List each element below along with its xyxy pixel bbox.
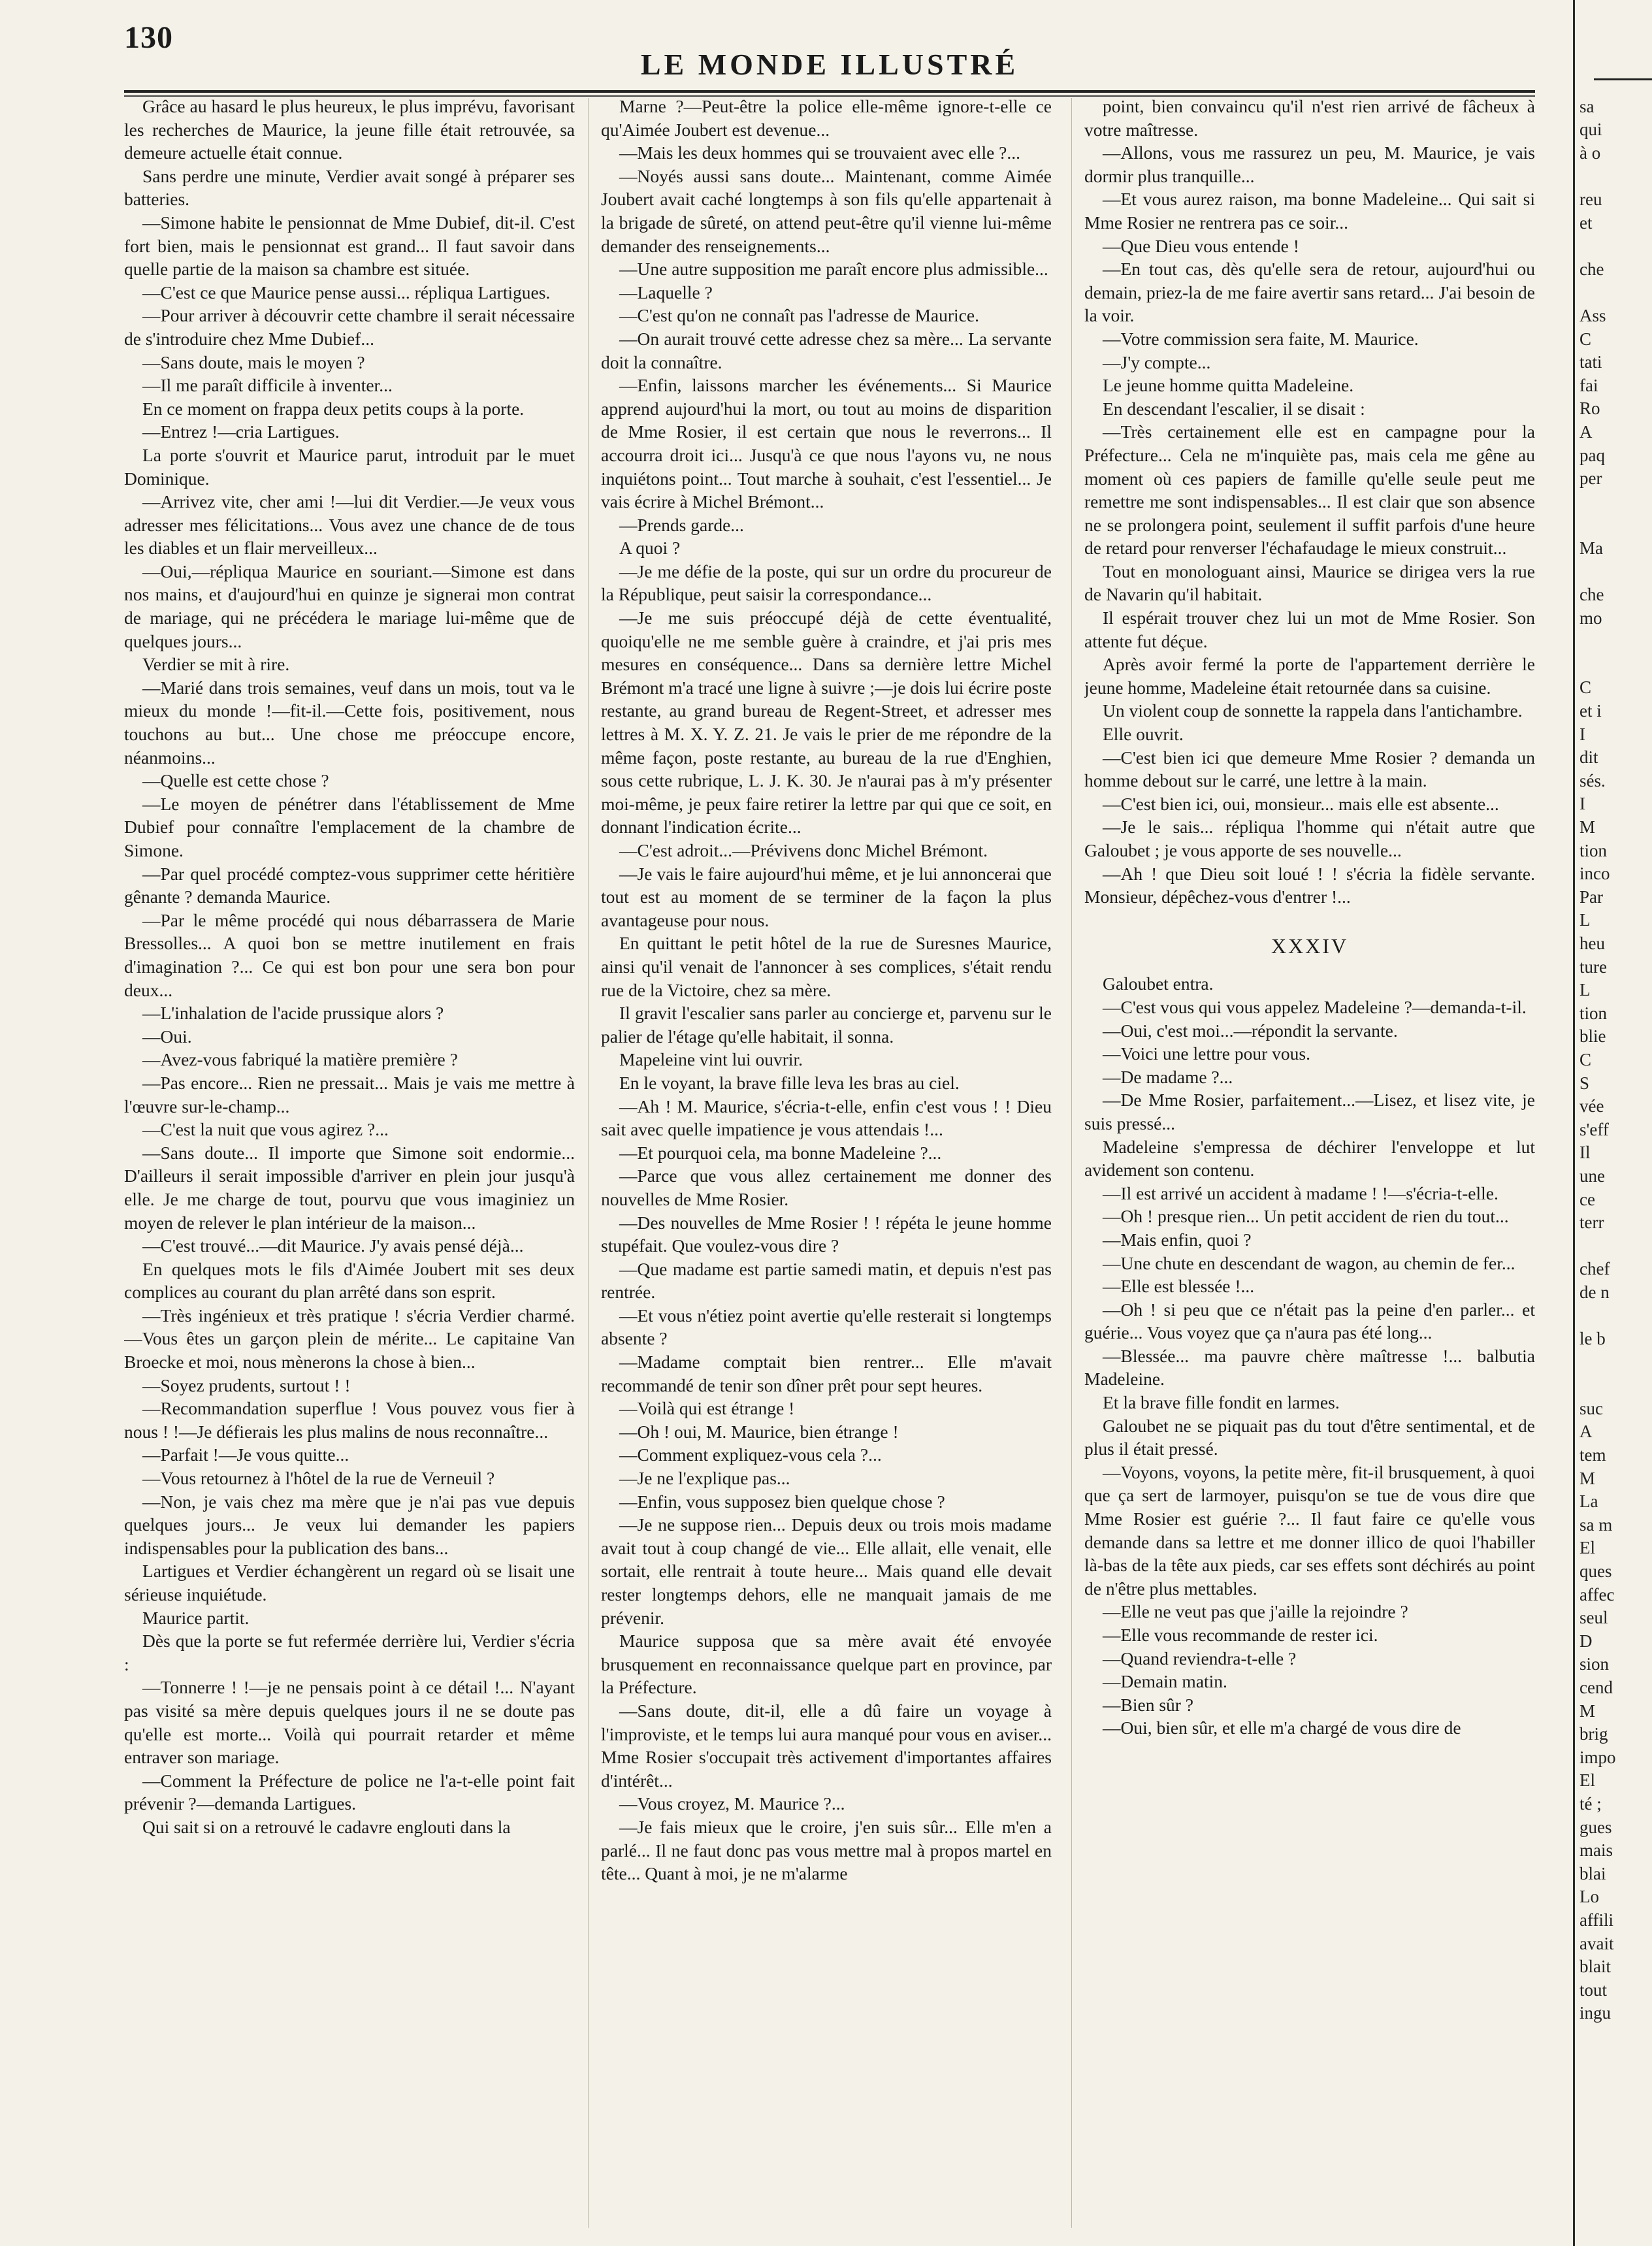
paragraph: Galoubet ne se piquait pas du tout d'être sentimental, et de plus il était pressé.: [1084, 1415, 1535, 1459]
next-page-line: s'eff: [1579, 1119, 1609, 1139]
next-page-line: C: [1579, 1049, 1592, 1069]
next-page-line: A: [1579, 421, 1593, 442]
next-page-line: tout: [1579, 1979, 1608, 2000]
paragraph: —Oui, c'est moi...—répondit la servante.: [1103, 1020, 1398, 1041]
paragraph: —Elle ne veut pas que j'aille la rejoindre ?: [1103, 1601, 1408, 1622]
text-column-1: [124, 95, 575, 2231]
paragraph: En quittant le petit hôtel de la rue de Suresnes Maurice, ainsi qu'il venait de l'annoncer à ses complices, s'était rendu rue de la Victoire, chez sa mère.: [601, 933, 1052, 1000]
next-page-line: affili: [1579, 1910, 1613, 1930]
paragraph: Mapeleine vint lui ouvrir.: [619, 1049, 803, 1070]
paragraph: —Arrivez vite, cher ami !—lui dit Verdier.—Je veux vous adresser mes félicitations... Vous avez une chance de de tous les diables et un flair merveilleux...: [124, 491, 575, 559]
paragraph: —L'inhalation de l'acide prussique alors ?: [142, 1003, 444, 1024]
paragraph: Maurice supposa que sa mère avait été envoyée brusquement en reconnaissance quelque part en province, par la Préfecture.: [601, 1631, 1052, 1698]
paragraph: Il gravit l'escalier sans parler au concierge et, parvenu sur le palier de l'étage qu'elle habitait, il sonna.: [601, 1003, 1052, 1047]
next-page-line: sa m: [1579, 1514, 1613, 1535]
next-page-line: S: [1579, 1073, 1590, 1093]
paragraph: —Que madame est partie samedi matin, et depuis n'est pas rentrée.: [601, 1258, 1052, 1303]
paragraph: —Mais enfin, quoi ?: [1103, 1229, 1252, 1250]
paragraph: —Blessée... ma pauvre chère maîtresse !... balbutia Madeleine.: [1084, 1345, 1535, 1390]
next-page-line: C: [1579, 329, 1592, 349]
paragraph: Sans perdre une minute, Verdier avait songé à préparer ses batteries.: [124, 165, 575, 210]
next-page-line: Ma: [1579, 538, 1603, 558]
paragraph: Verdier se mit à rire.: [142, 654, 290, 675]
next-page-line: le b: [1579, 1329, 1606, 1349]
paragraph: —Je ne suppose rien... Depuis deux ou trois mois madame avait tout à coup changé de vie... Elle allait, elle venait, elle sortait, elle rentrait à toute heure... Mais quand elle devait rester longtemps dehors, elle ne manquait jamais de me prévenir.: [601, 1514, 1052, 1628]
paragraph: —Demain matin.: [1103, 1671, 1227, 1692]
page-gutter: [1573, 0, 1575, 2246]
next-page-line: [1579, 281, 1652, 304]
paragraph: Marne ?—Peut-être la police elle-même ignore-t-elle ce qu'Aimée Joubert est devenue...: [601, 96, 1052, 140]
next-page-line: M: [1579, 817, 1596, 837]
paragraph: Galoubet entra.: [1103, 973, 1214, 994]
paragraph: En quelques mots le fils d'Aimée Joubert mit ses deux complices au courant du plan arrêté dans son esprit.: [124, 1258, 575, 1303]
paragraph: —Ah ! que Dieu soit loué ! ! s'écria la fidèle servante. Monsieur, dépêchez-vous d'entrer !...: [1084, 863, 1535, 907]
paragraph: —Parfait !—Je vous quitte...: [142, 1444, 349, 1465]
next-page-line: avait: [1579, 1933, 1614, 1953]
next-page-line: tion: [1579, 840, 1608, 860]
next-page-line: tati: [1579, 352, 1602, 372]
next-page-line: une: [1579, 1165, 1605, 1186]
paragraph: —C'est bien ici que demeure Mme Rosier ? demanda un homme debout sur le carré, une lettre à la main.: [1084, 747, 1535, 791]
paragraph: —Pour arriver à découvrir cette chambre il serait nécessaire de s'introduire chez Mme Dubief...: [124, 305, 575, 349]
paragraph: —Et vous n'étiez point avertie qu'elle resterait si longtemps absente ?: [601, 1305, 1052, 1349]
paragraph: —Par quel procédé comptez-vous supprimer cette héritière gênante ? demanda Maurice.: [124, 863, 575, 907]
next-page-line: et i: [1579, 701, 1602, 721]
next-page-line: M: [1579, 1701, 1596, 1721]
next-page-line: Ro: [1579, 399, 1600, 419]
text-column-3: [1084, 95, 1535, 2231]
paragraph: —Enfin, vous supposez bien quelque chose ?: [619, 1491, 945, 1512]
next-page-line: terr: [1579, 1213, 1604, 1233]
paragraph: —Le moyen de pénétrer dans l'établissement de Mme Dubief pour connaître l'emplacement de la chambre de Simone.: [124, 793, 575, 860]
page-header: [124, 20, 1535, 91]
paragraph: —Je vais le faire aujourd'hui même, et je lui annoncerai que tout est au moment de se terminer de la façon la plus avantageuse pour nous.: [601, 863, 1052, 930]
paragraph: —Prends garde...: [619, 514, 744, 535]
next-page-line: El: [1579, 1538, 1595, 1558]
paragraph: —Ah ! M. Maurice, s'écria-t-elle, enfin c'est vous ! ! Dieu sait avec quelle impatience je vous attendais !...: [601, 1096, 1052, 1140]
paragraph: —Oh ! oui, M. Maurice, bien étrange !: [619, 1421, 899, 1442]
paragraph: Après avoir fermé la porte de l'appartement derrière le jeune homme, Madeleine était retournée dans sa cuisine.: [1084, 654, 1535, 698]
next-page-line: mo: [1579, 608, 1602, 628]
next-page-line: [1579, 1235, 1652, 1258]
paragraph: —Que Dieu vous entende !: [1103, 235, 1299, 256]
paragraph: —Oui,—répliqua Maurice en souriant.—Simone est dans nos mains, et d'aujourd'hui en quinze je signerai mon contrat de mariage, qui ne précédera le mariage lui-même que de quelques jours...: [124, 561, 575, 651]
paragraph: —C'est vous qui vous appelez Madeleine ?—demanda-t-il.: [1103, 996, 1527, 1017]
paragraph: —Il me paraît difficile à inventer...: [142, 375, 393, 396]
paragraph: —Avez-vous fabriqué la matière première ?: [142, 1049, 458, 1070]
next-page-line: El: [1579, 1770, 1595, 1791]
page-number: 130: [124, 20, 173, 55]
paragraph: —Non, je vais chez ma mère que je n'ai pas vue depuis quelques jours... Je veux lui demander les papiers indispensables pour la publication des bans...: [124, 1491, 575, 1558]
paragraph: —Et vous aurez raison, ma bonne Madeleine... Qui sait si Mme Rosier ne rentrera pas ce soir...: [1084, 189, 1535, 233]
paragraph: —Tonnerre ! !—je ne pensais point à ce détail !... N'ayant pas visité sa mère depuis quelques jours il ne se doute pas qu'elle est morte... Voilà qui pourrait retarder et même entraver son mariage.: [124, 1677, 575, 1768]
next-page-line: Lo: [1579, 1887, 1599, 1907]
next-page-line: [1579, 235, 1652, 258]
paragraph: —En tout cas, dès qu'elle sera de retour, aujourd'hui ou demain, priez-la de me faire avertir sans retard... J'ai besoin de la voir.: [1084, 259, 1535, 326]
next-page-line: [1579, 1351, 1652, 1375]
paragraph: —Par le même procédé qui nous débarrassera de Marie Bressolles... A quoi bon se mettre inutilement en frais d'imagination ?... Ce qui est bon pour une sera bon pour deux...: [124, 909, 575, 1000]
journal-title: LE MONDE ILLUSTRÉ: [640, 48, 1019, 81]
paragraph: —Entrez !—cria Lartigues.: [142, 421, 340, 442]
paragraph: Et la brave fille fondit en larmes.: [1103, 1392, 1340, 1413]
next-page-line: et: [1579, 212, 1593, 233]
paragraph: —Sans doute, dit-il, elle a dû faire un voyage à l'improviste, et le temps lui aura manqué pour vous en aviser... Mme Rosier s'occupait très activement d'importantes affaires d'intérêt...: [601, 1700, 1052, 1791]
next-page-line: té ;: [1579, 1793, 1602, 1814]
next-page-line: [1579, 513, 1652, 537]
paragraph: En le voyant, la brave fille leva les bras au ciel.: [619, 1072, 960, 1093]
next-page-line: ingu: [1579, 2003, 1612, 2023]
paragraph: —Mais les deux hommes qui se trouvaient avec elle ?...: [619, 142, 1020, 163]
paragraph: —Sans doute... Il importe que Simone soit endormie... D'ailleurs il serait impossible d'arriver en plein jour jusqu'à elle. Je me charge de tout, pourvu que vous imaginiez un moyen de relever le plan intérieur de la maison...: [124, 1142, 575, 1233]
paragraph: —C'est la nuit que vous agirez ?...: [142, 1119, 389, 1140]
next-page-line: reu: [1579, 189, 1602, 209]
paragraph: —On aurait trouvé cette adresse chez sa mère... La servante doit la connaître.: [601, 328, 1052, 372]
paragraph: Maurice partit.: [142, 1607, 250, 1628]
next-page-line: [1579, 1304, 1652, 1327]
next-page-line: C: [1579, 677, 1592, 698]
next-page-line: [1579, 630, 1652, 653]
paragraph: —Allons, vous me rassurez un peu, M. Maurice, je vais dormir plus tranquille...: [1084, 142, 1535, 186]
next-page-line: mais: [1579, 1840, 1613, 1861]
paragraph: —Et pourquoi cela, ma bonne Madeleine ?...: [619, 1142, 942, 1163]
next-page-line: sés.: [1579, 770, 1606, 790]
next-page-line: M: [1579, 1468, 1596, 1488]
next-page-line: fai: [1579, 375, 1598, 395]
paragraph: —Très certainement elle est en campagne pour la Préfecture... Cela ne m'inquiète pas, mais cela me gêne au moment où ces papiers de famille qu'elle seule peut me remettre me sont indispensables... Il est clair que son absence ne se prolongera point, seulement il suffit parfois d'une heure de retard pour renverser l'échafaudage le mieux construit...: [1084, 421, 1535, 559]
paragraph: Madeleine s'empressa de déchirer l'enveloppe et lut avidement son contenu.: [1084, 1136, 1535, 1180]
paragraph: —Enfin, laissons marcher les événements... Si Maurice apprend aujourd'hui la mort, ou tout au moins de disparition de Mme Rosier, il est certain que nous le reverrons... Il accourra droit ici... Jusqu'à ce que nous l'ayons vu, ne nous inquiétons point... Tout marche à souhait, c'est l'essentiel... Je vais écrire à Michel Brémont...: [601, 375, 1052, 512]
paragraph: —C'est bien ici, oui, monsieur... mais elle est absente...: [1103, 793, 1499, 814]
next-page-line: D: [1579, 1631, 1593, 1651]
next-page-line: sion: [1579, 1654, 1610, 1674]
paragraph: —Il est arrivé un accident à madame ! !—s'écria-t-elle.: [1103, 1182, 1498, 1203]
next-page-line: [1579, 165, 1652, 188]
next-page-line: sa: [1579, 96, 1595, 116]
paragraph: En descendant l'escalier, il se disait :: [1103, 398, 1365, 419]
next-page-line: L: [1579, 910, 1591, 930]
paragraph: —Recommandation superflue ! Vous pouvez vous fier à nous ! !—Je défierais les plus malins de nous reconnaître...: [124, 1398, 575, 1442]
next-page-fragment: [1579, 72, 1652, 2228]
next-page-line: [1579, 560, 1652, 583]
paragraph: —Comment expliquez-vous cela ?...: [619, 1444, 882, 1465]
next-page-line: ce: [1579, 1189, 1595, 1209]
header-rule: [124, 90, 1535, 93]
next-page-line: [1579, 653, 1652, 677]
paragraph: —Très ingénieux et très pratique ! s'écria Verdier charmé.—Vous êtes un garçon plein de mérite... Le capitaine Van Broecke et moi, nous mènerons la chose à bien...: [124, 1305, 575, 1373]
next-page-line: blait: [1579, 1957, 1611, 1977]
next-page-line: L: [1579, 980, 1591, 1000]
paragraph: —Sans doute, mais le moyen ?: [142, 351, 365, 372]
next-page-line: Par: [1579, 887, 1603, 907]
paragraph: Tout en monologuant ainsi, Maurice se dirigea vers la rue de Navarin qu'il habitait.: [1084, 561, 1535, 605]
next-page-line: La: [1579, 1491, 1598, 1512]
paragraph: —Marié dans trois semaines, veuf dans un mois, tout va le mieux du monde !—fit-il.—Cette fois, positivement, nous touchons au but... Une chose me préoccupe encore, néanmoins...: [124, 677, 575, 768]
paragraph: —Voilà qui est étrange !: [619, 1398, 795, 1419]
next-page-line: à o: [1579, 142, 1601, 163]
paragraph: —Quand reviendra-t-elle ?: [1103, 1648, 1297, 1668]
next-page-line: ques: [1579, 1561, 1612, 1581]
paragraph: —Pas encore... Rien ne pressait... Mais je vais me mettre à l'œuvre sur-le-champ...: [124, 1072, 575, 1116]
next-page-line: gues: [1579, 1817, 1612, 1837]
next-page-line: suc: [1579, 1398, 1603, 1418]
paragraph: —Des nouvelles de Mme Rosier ! ! répéta le jeune homme stupéfait. Que voulez-vous dire ?: [601, 1212, 1052, 1256]
paragraph: Dès que la porte se fut refermée derrière lui, Verdier s'écria :: [124, 1631, 575, 1674]
next-page-line: chef: [1579, 1259, 1610, 1279]
paragraph: —Oui, bien sûr, et elle m'a chargé de vous dire de: [1103, 1717, 1461, 1738]
next-page-line: [1579, 1374, 1652, 1397]
paragraph: —De Mme Rosier, parfaitement...—Lisez, et lisez vite, je suis pressé...: [1084, 1090, 1535, 1133]
next-page-line: paq: [1579, 445, 1605, 465]
next-page-line: [1579, 491, 1652, 514]
next-page-line: che: [1579, 585, 1604, 605]
paragraph: —Madame comptait bien rentrer... Elle m'avait recommandé de tenir son dîner prêt pour sept heures.: [601, 1352, 1052, 1395]
next-page-line: I: [1579, 794, 1585, 814]
paragraph: —Oh ! presque rien... Un petit accident de rien du tout...: [1103, 1206, 1509, 1227]
paragraph: —Laquelle ?: [619, 282, 713, 302]
next-page-line: per: [1579, 468, 1602, 489]
paragraph: —Vous retournez à l'hôtel de la rue de Verneuil ?: [142, 1468, 495, 1489]
paragraph: —Une autre supposition me paraît encore plus admissible...: [619, 259, 1048, 280]
next-page-line: cend: [1579, 1677, 1613, 1697]
paragraph: —Quelle est cette chose ?: [142, 770, 329, 791]
paragraph: —Voyons, voyons, la petite mère, fit-il brusquement, à quoi que ça sert de larmoyer, puisqu'on se tue de vous dire que Mme Rosier est guérie ?... Il faut faire ce qu'elle vous demande dans sa lettre et me donner illico de quoi l'habiller là-bas de la tête aux pieds, car ses effets sont déchirés au point de n'être plus mettables.: [1084, 1461, 1535, 1599]
paragraph: —Bien sûr ?: [1103, 1694, 1194, 1715]
next-page-line: brig: [1579, 1724, 1608, 1744]
column-divider: [588, 98, 589, 2228]
next-page-line: impo: [1579, 1747, 1616, 1767]
paragraph: Il espérait trouver chez lui un mot de Mme Rosier. Son attente fut déçue.: [1084, 608, 1535, 651]
next-page-line: vée: [1579, 1096, 1604, 1116]
next-page-line: [1579, 72, 1652, 95]
paragraph: Grâce au hasard le plus heureux, le plus imprévu, favorisant les recherches de Maurice, la jeune fille était retrouvée, sa demeure actuelle était connue.: [124, 96, 575, 163]
paragraph: —C'est qu'on ne connaît pas l'adresse de Maurice.: [619, 305, 979, 326]
next-page-line: tion: [1579, 1003, 1608, 1023]
paragraph: Le jeune homme quitta Madeleine.: [1103, 375, 1354, 396]
paragraph: —Soyez prudents, surtout ! !: [142, 1375, 351, 1395]
paragraph: —J'y compte...: [1103, 351, 1211, 372]
next-page-line: Ass: [1579, 305, 1606, 325]
next-page-line: I: [1579, 724, 1585, 744]
paragraph: —C'est trouvé...—dit Maurice. J'y avais pensé déjà...: [142, 1235, 524, 1256]
next-page-line: A: [1579, 1422, 1593, 1442]
paragraph: Qui sait si on a retrouvé le cadavre englouti dans la: [142, 1816, 511, 1837]
next-page-line: qui: [1579, 120, 1602, 140]
column-divider: [1071, 98, 1072, 2228]
next-page-line: inco: [1579, 864, 1610, 884]
paragraph: —Elle vous recommande de rester ici.: [1103, 1625, 1378, 1645]
paragraph: —Je me suis préoccupé déjà de cette éventualité, quoiqu'elle ne me semble guère à craindre, et j'ai pris mes mesures en conséquence... Dans sa dernière lettre Michel Brémont m'a tracé une ligne à suivre ;—je dois lui écrire poste restante, au grand bureau de Regent-Street, et adresser mes lettres à M. X. Y. Z. 21. Je vais le prier de me répondre de la même façon, poste restante, au bureau de la rue d'Enghien, sous cette rubrique, L. J. K. 30. Je n'aurai pas à m'y présenter moi-même, je peux faire retirer la lettre par qui que ce soit, en donnant l'indication écrite...: [601, 608, 1052, 838]
paragraph: Elle ouvrit.: [1103, 724, 1184, 745]
next-page-line: dit: [1579, 747, 1598, 768]
paragraph: —Voici une lettre pour vous.: [1103, 1043, 1310, 1064]
paragraph: point, bien convaincu qu'il n'est rien arrivé de fâcheux à votre maîtresse.: [1084, 96, 1535, 140]
next-page-line: de n: [1579, 1282, 1610, 1302]
next-page-line: Il: [1579, 1143, 1591, 1163]
next-page-line: heu: [1579, 933, 1605, 953]
paragraph: —Votre commission sera faite, M. Maurice.: [1103, 328, 1419, 349]
next-page-line: affec: [1579, 1584, 1615, 1604]
paragraph: —Une chute en descendant de wagon, au chemin de fer...: [1103, 1252, 1515, 1273]
paragraph: —Oui.: [142, 1026, 192, 1047]
paragraph: —Vous croyez, M. Maurice ?...: [619, 1793, 845, 1814]
paragraph: Lartigues et Verdier échangèrent un regard où se lisait une sérieuse inquiétude.: [124, 1561, 575, 1604]
paragraph: La porte s'ouvrit et Maurice parut, introduit par le muet Dominique.: [124, 444, 575, 489]
paragraph: —Comment la Préfecture de police ne l'a-t-elle point fait prévenir ?—demanda Lartigues.: [124, 1770, 575, 1814]
paragraph: A quoi ?: [619, 538, 681, 559]
text-column-2: [601, 95, 1052, 2231]
paragraph: —Oh ! si peu que ce n'était pas la peine d'en parler... et guérie... Vous voyez que ça n'aura pas été long...: [1084, 1299, 1535, 1343]
next-page-line: ture: [1579, 956, 1607, 977]
next-page-line: blai: [1579, 1863, 1606, 1883]
paragraph: —Je me défie de la poste, qui sur un ordre du procureur de la République, peut saisir la correspondance...: [601, 561, 1052, 605]
paragraph: —Noyés aussi sans doute... Maintenant, comme Aimée Joubert avait caché longtemps à son fils qu'elle appartenait à la brigade de sûreté, on attend peut-être qu'il vienne lui-même demander des renseignements...: [601, 165, 1052, 256]
paragraph: —Parce que vous allez certainement me donner des nouvelles de Mme Rosier.: [601, 1165, 1052, 1209]
paragraph: —Je le sais... répliqua l'homme qui n'était autre que Galoubet ; je vous apporte de ses nouvelle...: [1084, 817, 1535, 860]
paragraph: —Elle est blessée !...: [1103, 1276, 1255, 1297]
paragraph: —Je fais mieux que le croire, j'en suis sûr... Elle m'en a parlé... Il ne faut donc pas vous mettre mal à propos martel en tête... Quant à moi, je ne m'alarme: [601, 1816, 1052, 1884]
paragraph: —De madame ?...: [1103, 1066, 1233, 1087]
next-page-line: seul: [1579, 1608, 1608, 1628]
paragraph: En ce moment on frappa deux petits coups à la porte.: [142, 398, 525, 419]
paragraph: —Je ne l'explique pas...: [619, 1468, 790, 1489]
next-page-line: blie: [1579, 1026, 1606, 1047]
paragraph: —C'est adroit...—Prévivens donc Michel Brémont.: [619, 840, 988, 860]
paragraph: Un violent coup de sonnette la rappela dans l'antichambre.: [1103, 700, 1523, 721]
paragraph: —Simone habite le pensionnat de Mme Dubief, dit-il. C'est fort bien, mais le pensionnat est grand... Il faut savoir dans quelle partie de la maison sa chambre est située.: [124, 212, 575, 280]
paragraph: —C'est ce que Maurice pense aussi... répliqua Lartigues.: [142, 282, 551, 302]
next-page-line: tem: [1579, 1445, 1606, 1465]
next-page-line: che: [1579, 259, 1604, 279]
chapter-heading: XXXIV: [1271, 934, 1349, 958]
